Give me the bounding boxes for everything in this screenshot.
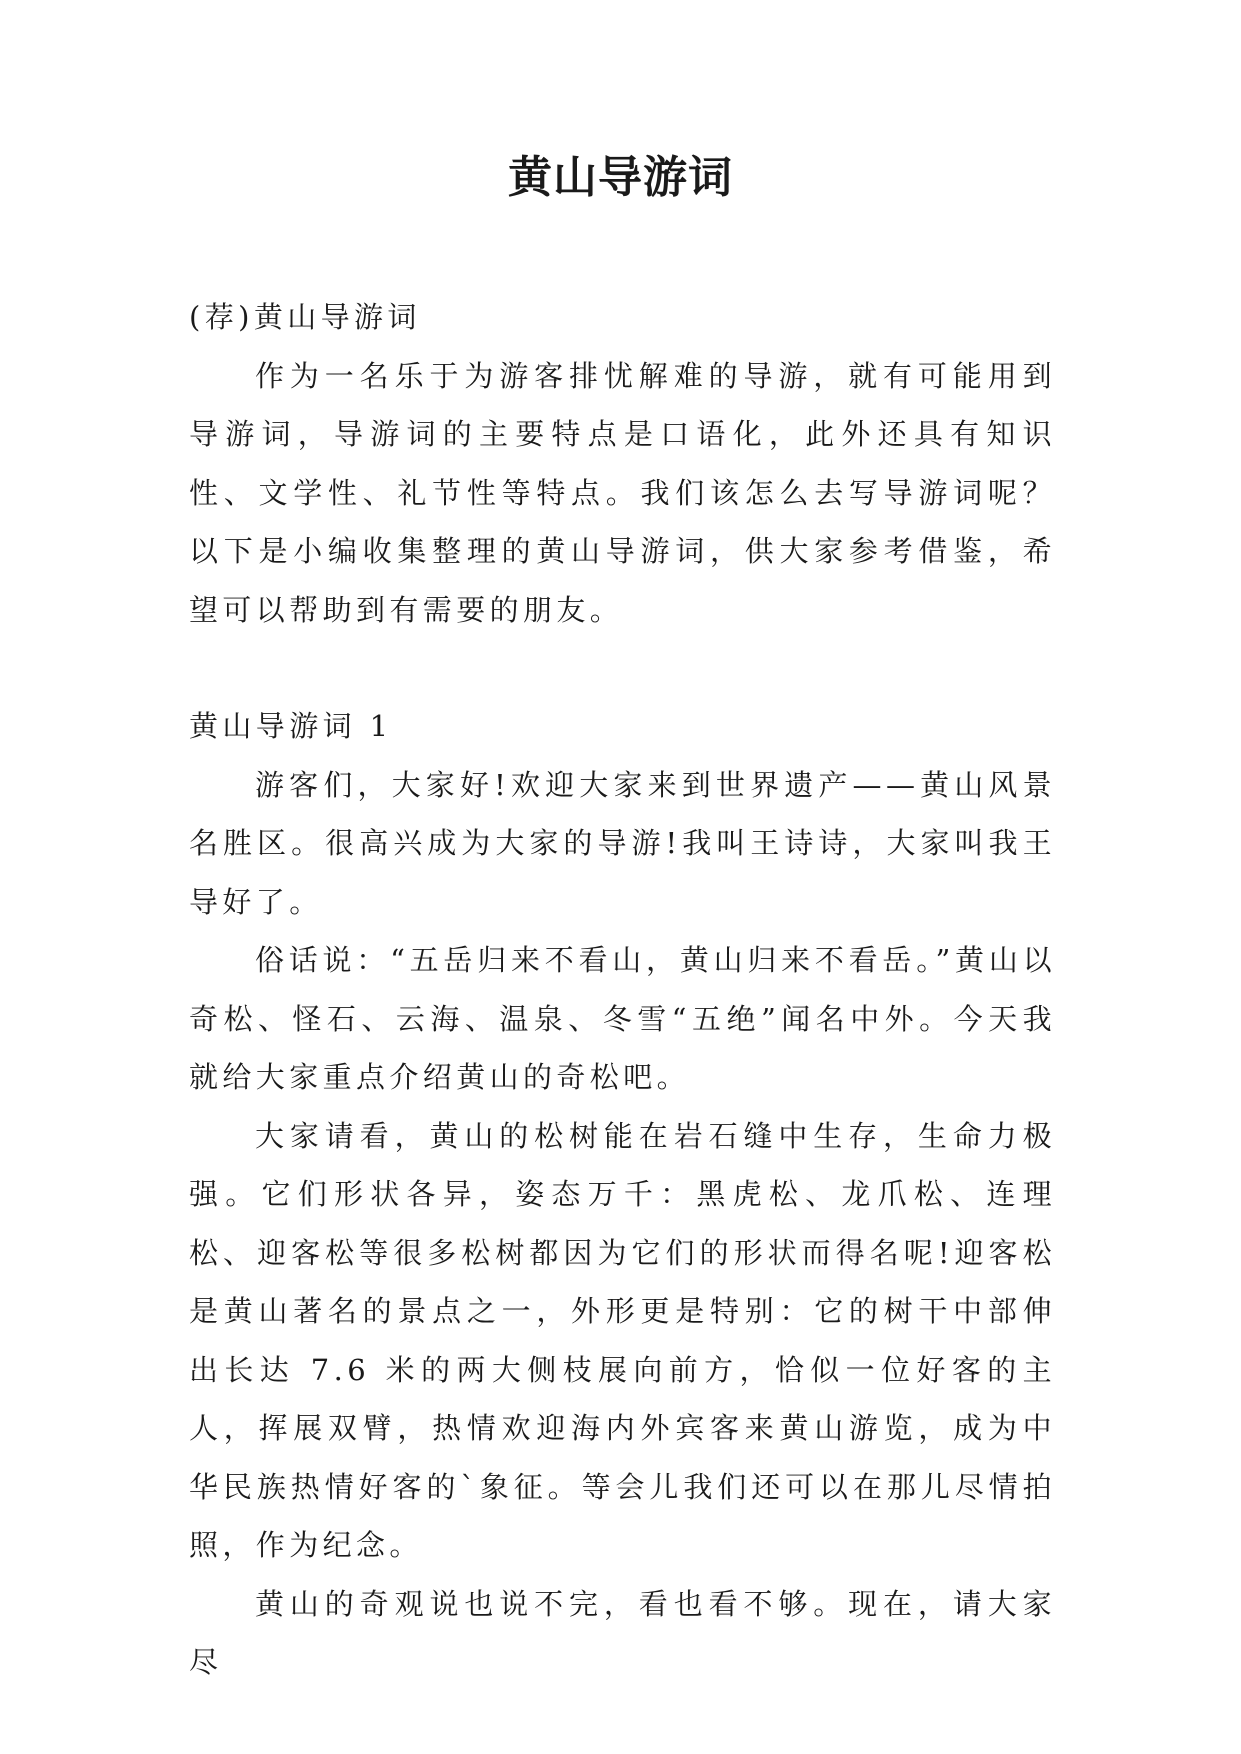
paragraph-welcome: 游客们，大家好!欢迎大家来到世界遗产——黄山风景名胜区。很高兴成为大家的导游!我叫王诗诗，大家叫我王导好了。 [189, 767, 1056, 919]
paragraph-closing: 黄山的奇观说也说不完，看也看不够。现在，请大家尽 [189, 1586, 1056, 1679]
paragraph-pines: 大家请看，黄山的松树能在岩石缝中生存，生命力极强。它们形状各异，姿态万千：黑虎松、龙爪松、连理松、迎客松等很多松树都因为它们的形状而得名呢!迎客松是黄山著名的景点之一，外形更是特别：它的树干中部伸出长达 7.6 米的两大侧枝展向前方，恰似一位好客的主人，挥展双臂，热情欢迎海内外宾客来黄山游览，成为中华民族热情好客的`象征。等会儿我们还可以在那儿尽情拍照，作为纪念。 [189, 1118, 1056, 1562]
document-body [189, 288, 1056, 1692]
document-title: 黄山导游词 [508, 152, 733, 203]
section-heading: 黄山导游词 1 [189, 709, 393, 743]
subtitle: (荐)黄山导游词 [189, 300, 421, 334]
intro-paragraph: 作为一名乐于为游客排忧解难的导游，就有可能用到导游词，导游词的主要特点是口语化，此外还具有知识性、文学性、礼节性等特点。我们该怎么去写导游词呢？以下是小编收集整理的黄山导游词，供大家参考借鉴，希望可以帮助到有需要的朋友。 [189, 358, 1056, 627]
paragraph-saying: 俗话说：“五岳归来不看山，黄山归来不看岳。”黄山以奇松、怪石、云海、温泉、冬雪“五绝”闻名中外。今天我就给大家重点介绍黄山的奇松吧。 [189, 943, 1056, 1094]
